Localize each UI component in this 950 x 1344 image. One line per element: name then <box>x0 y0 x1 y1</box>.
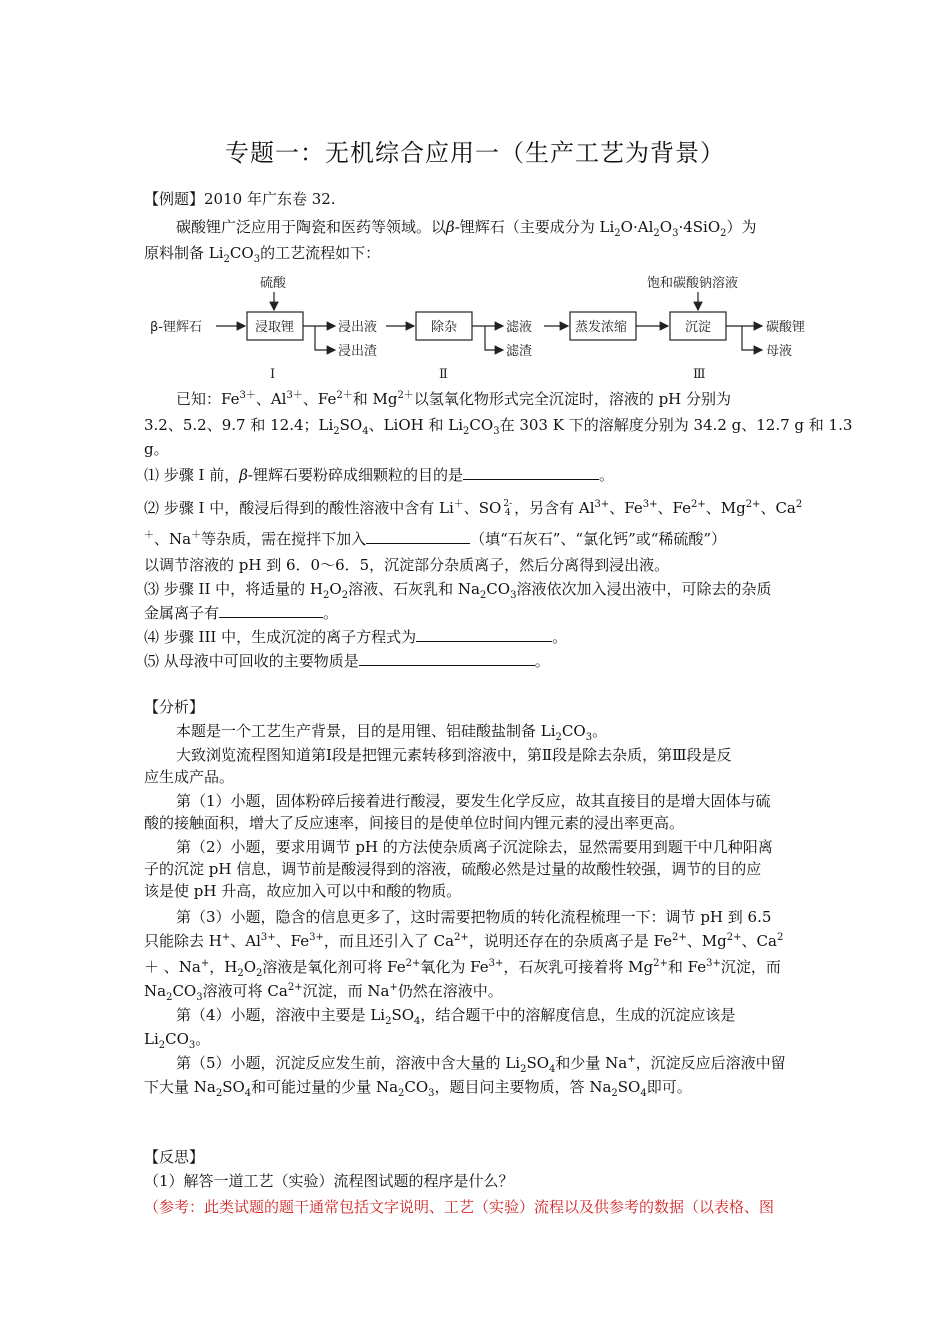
example-heading: 【例题】2010 年广东卷 32. <box>144 190 336 208</box>
known-line-2: 3.2、5.2、9.7 和 12.4；$Li_2SO_4$、LiOH 和 $Li_2CO_3$在 303 K 下的溶解度分别为 34.2 g、12.7 g 和 1.3 <box>144 416 853 437</box>
arrow-filter-residue <box>485 326 503 350</box>
sulfate-charge: 2- 4 <box>503 499 513 518</box>
question-3-line-2: 金属离子有 。 <box>144 604 339 622</box>
answer-blank-5[interactable] <box>359 651 535 666</box>
question-4: ⑷ 步骤 III 中，生成沉淀的离子方程式为 。 <box>144 628 568 646</box>
analysis-p1: 本题是一个工艺生产背景，目的是用锂、铝硅酸盐制备 $Li_2CO_3$。 <box>176 722 608 743</box>
flow-box2-label: 除杂 <box>431 320 458 335</box>
known-line-3: g。 <box>144 440 169 458</box>
question-5: ⑸ 从母液中可回收的主要物质是 。 <box>144 652 550 670</box>
analysis-p5-line-3: ＋ 、Na+，$H_2O_2$溶液是氧化剂可将 $Fe^{2+}$氧化为 $Fe^{3+}$，石灰乳可接着将 $Mg^{2+}$和 $Fe^{3+}$沉淀，而 <box>144 958 781 979</box>
flow-carbonate-label: 饱和碳酸钠溶液 <box>647 276 739 291</box>
analysis-p5-line-1: 第（3）小题，隐含的信息更多了，这时需要把物质的转化流程梳理一下：调节 pH 到 6.5 <box>176 908 772 926</box>
process-flow-diagram <box>150 270 820 390</box>
analysis-p6-line-2: $Li_2CO_3$。 <box>144 1030 211 1051</box>
intro-line-1: 碳酸锂广泛应用于陶瓷和医药等领域。以β-锂辉石（主要成分为 $Li_2O\cdot Al_2O_3\cdot 4SiO_2$）为 <box>176 218 757 239</box>
analysis-p5-line-4: $Na_2CO_3$溶液可将 $Ca^{2+}$沉淀，而 Na+仍然在溶液中。 <box>144 982 503 1003</box>
flow-box4-label: 沉淀 <box>685 320 712 335</box>
analysis-p6-line-1: 第（4）小题，溶液中主要是 $Li_2SO_4$，结合题干中的溶解度信息，生成的沉淀应该是 <box>176 1006 736 1027</box>
analysis-p2-line-2: 应生成产品。 <box>144 768 235 786</box>
arrow-mother-liquor <box>742 326 762 350</box>
analysis-heading: 【分析】 <box>144 698 205 716</box>
analysis-p4-line-2: 子的沉淀 pH 信息，调节前是酸浸得到的溶液，硫酸必然是过量的故酸性较强，调节的目的应 <box>144 860 762 878</box>
arrow-residue <box>315 326 335 350</box>
flow-box1-label: 浸取锂 <box>255 320 295 335</box>
question-2-line-1: ⑵ 步骤 I 中，酸浸后得到的酸性溶液中含有 Li＋、SO 2- 4 ，另含有 $Al^{3+}$、$Fe^{3+}$、$Fe^{2+}$、$Mg^{2+}$、Ca$^2$ <box>144 499 803 518</box>
reflection-heading: 【反思】 <box>144 1148 205 1166</box>
analysis-p7-line-2: 下大量 $Na_2SO_4$和可能过量的少量 $Na_2CO_3$，题目问主要物质，答 $Na_2SO_4$即可。 <box>144 1078 692 1099</box>
answer-blank-1[interactable] <box>463 465 599 480</box>
flow-acid-label: 硫酸 <box>260 276 287 291</box>
analysis-p4-line-3: 该是使 pH 升高，故应加入可以中和酸的物质。 <box>144 882 462 900</box>
question-2-line-3: 以调节溶液的 pH 到 6．0～6．5，沉淀部分杂质离子，然后分离得到浸出液。 <box>144 556 670 574</box>
reflection-reference: （参考：此类试题的题干通常包括文字说明、工艺（实验）流程以及供参考的数据（以表格、图 <box>144 1198 775 1216</box>
flow-box3-label: 蒸发浓缩 <box>575 320 628 335</box>
answer-blank-3[interactable] <box>219 603 323 618</box>
flow-product-label: 碳酸锂 <box>766 320 806 335</box>
flow-step-3: Ⅲ <box>693 367 706 382</box>
page-title: 专题一：无机综合应用一（生产工艺为背景） <box>225 139 725 167</box>
analysis-p3-line-1: 第（1）小题，固体粉碎后接着进行酸浸，要发生化学反应，故其直接目的是增大固体与硫 <box>176 792 771 810</box>
flow-step-1: Ⅰ <box>270 367 276 382</box>
analysis-p4-line-1: 第（2）小题，要求用调节 pH 的方法使杂质离子沉淀除去，显然需要用到题干中几种阳离 <box>176 838 773 856</box>
analysis-p5-line-2: 只能除去 H+、$Al^{3+}$、$Fe^{3+}$，而且还引入了 $Ca^{2+}$，说明还存在的杂质离子是 $Fe^{2+}$、$Mg^{2+}$、Ca$^2$ <box>144 932 784 950</box>
flow-start-label: β-锂辉石 <box>150 320 202 335</box>
analysis-p3-line-2: 酸的接触面积，增大了反应速率，间接目的是使单位时间内锂元素的浸出率更高。 <box>144 814 685 832</box>
question-3-line-1: ⑶ 步骤 II 中，将适量的 $H_2O_2$溶液、石灰乳和 $Na_2CO_3$溶液依次加入浸出液中，可除去的杂质 <box>144 580 772 601</box>
analysis-p2-line-1: 大致浏览流程图知道第Ⅰ段是把锂元素转移到溶液中，第Ⅱ段是除去杂质，第Ⅲ段是反 <box>176 746 732 764</box>
intro-line-2: 原料制备 $Li_2CO_3$的工艺流程如下： <box>144 244 381 265</box>
flow-mother-liquor-label: 母液 <box>766 344 793 359</box>
answer-blank-4[interactable] <box>416 627 552 642</box>
flow-residue-label: 浸出渣 <box>338 344 378 359</box>
question-2-line-2: ＋、Na＋等杂质，需在搅拌下加入 （填“石灰石”、“氯化钙”或“稀硫酸”） <box>144 530 727 548</box>
analysis-p7-line-1: 第（5）小题，沉淀反应发生前，溶液中含大量的 $Li_2SO_4$和少量 Na+，沉淀反应后溶液中留 <box>176 1054 786 1075</box>
known-line-1: 已知：$Fe^{3+}$、$Al^{3+}$、$Fe^{2+}$和 $Mg^{2+}$以氢氧化物形式完全沉淀时，溶液的 pH 分别为 <box>176 390 732 408</box>
flow-step-2: Ⅱ <box>439 367 448 382</box>
reflection-question: （1）解答一道工艺（实验）流程图试题的程序是什么？ <box>144 1172 514 1190</box>
answer-blank-2[interactable] <box>366 529 470 544</box>
question-1: ⑴ 步骤 I 前，β-锂辉石要粉碎成细颗粒的目的是 。 <box>144 466 614 484</box>
flow-leachate-label: 浸出液 <box>338 320 378 335</box>
flow-filter-residue-label: 滤渣 <box>506 344 533 359</box>
flow-filtrate-label: 滤液 <box>506 320 533 335</box>
